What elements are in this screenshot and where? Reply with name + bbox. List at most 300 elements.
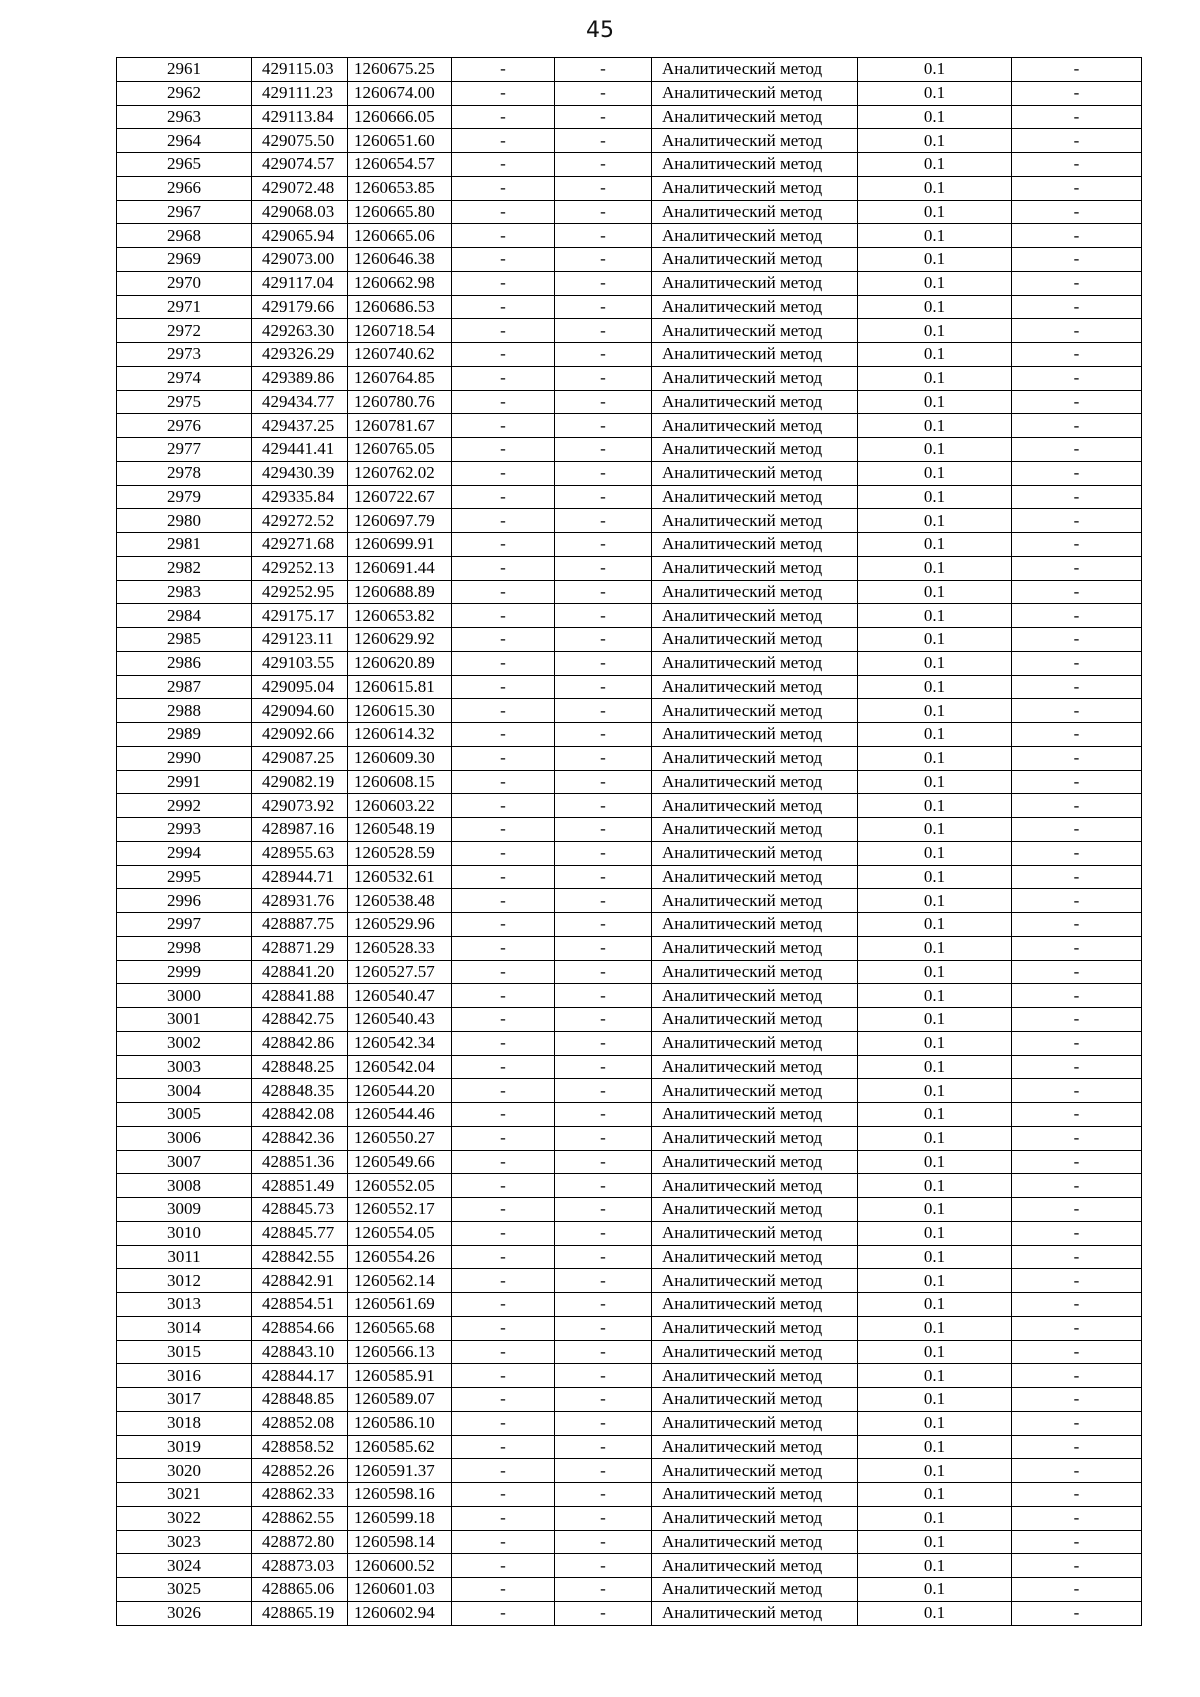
empty-cell-c: - (1012, 604, 1142, 628)
point-number-cell: 3021 (117, 1483, 252, 1507)
empty-cell-b: - (555, 818, 652, 842)
method-cell: Аналитический метод (652, 1269, 858, 1293)
accuracy-cell: 0.1 (858, 1435, 1012, 1459)
accuracy-cell: 0.1 (858, 865, 1012, 889)
accuracy-cell: 0.1 (858, 1506, 1012, 1530)
accuracy-cell: 0.1 (858, 1055, 1012, 1079)
empty-cell-c: - (1012, 1055, 1142, 1079)
method-cell: Аналитический метод (652, 1150, 858, 1174)
y-coordinate-cell: 1260686.53 (348, 295, 452, 319)
accuracy-cell: 0.1 (858, 271, 1012, 295)
empty-cell-b: - (555, 1459, 652, 1483)
empty-cell-a: - (452, 1316, 555, 1340)
table-row (117, 746, 1142, 770)
method-cell: Аналитический метод (652, 1126, 858, 1150)
accuracy-cell: 0.1 (858, 770, 1012, 794)
y-coordinate-cell: 1260566.13 (348, 1340, 452, 1364)
empty-cell-c: - (1012, 818, 1142, 842)
y-coordinate-cell: 1260585.62 (348, 1435, 452, 1459)
y-coordinate-cell: 1260651.60 (348, 129, 452, 153)
point-number-cell: 2983 (117, 580, 252, 604)
table-row (117, 1221, 1142, 1245)
table-body (117, 58, 1142, 1626)
accuracy-cell: 0.1 (858, 224, 1012, 248)
empty-cell-b: - (555, 271, 652, 295)
point-number-cell: 3017 (117, 1388, 252, 1412)
empty-cell-a: - (452, 580, 555, 604)
point-number-cell: 3026 (117, 1601, 252, 1625)
empty-cell-b: - (555, 723, 652, 747)
empty-cell-b: - (555, 461, 652, 485)
empty-cell-c: - (1012, 1126, 1142, 1150)
accuracy-cell: 0.1 (858, 414, 1012, 438)
method-cell: Аналитический метод (652, 1008, 858, 1032)
point-number-cell: 2963 (117, 105, 252, 129)
y-coordinate-cell: 1260740.62 (348, 343, 452, 367)
x-coordinate-cell: 429103.55 (252, 651, 348, 675)
accuracy-cell: 0.1 (858, 1340, 1012, 1364)
empty-cell-c: - (1012, 1150, 1142, 1174)
method-cell: Аналитический метод (652, 438, 858, 462)
empty-cell-b: - (555, 889, 652, 913)
x-coordinate-cell: 429179.66 (252, 295, 348, 319)
empty-cell-c: - (1012, 1174, 1142, 1198)
point-number-cell: 3025 (117, 1578, 252, 1602)
x-coordinate-cell: 429252.95 (252, 580, 348, 604)
accuracy-cell: 0.1 (858, 794, 1012, 818)
y-coordinate-cell: 1260540.47 (348, 984, 452, 1008)
empty-cell-b: - (555, 1530, 652, 1554)
accuracy-cell: 0.1 (858, 841, 1012, 865)
point-number-cell: 2990 (117, 746, 252, 770)
method-cell: Аналитический метод (652, 580, 858, 604)
empty-cell-b: - (555, 913, 652, 937)
method-cell: Аналитический метод (652, 1506, 858, 1530)
empty-cell-b: - (555, 1601, 652, 1625)
y-coordinate-cell: 1260586.10 (348, 1411, 452, 1435)
table-row (117, 224, 1142, 248)
empty-cell-c: - (1012, 200, 1142, 224)
point-number-cell: 2979 (117, 485, 252, 509)
y-coordinate-cell: 1260688.89 (348, 580, 452, 604)
empty-cell-b: - (555, 1483, 652, 1507)
y-coordinate-cell: 1260602.94 (348, 1601, 452, 1625)
y-coordinate-cell: 1260665.80 (348, 200, 452, 224)
method-cell: Аналитический метод (652, 651, 858, 675)
table-row (117, 1245, 1142, 1269)
point-number-cell: 3016 (117, 1364, 252, 1388)
table-row (117, 343, 1142, 367)
table-row (117, 960, 1142, 984)
accuracy-cell: 0.1 (858, 1126, 1012, 1150)
empty-cell-c: - (1012, 295, 1142, 319)
y-coordinate-cell: 1260532.61 (348, 865, 452, 889)
empty-cell-c: - (1012, 1506, 1142, 1530)
empty-cell-c: - (1012, 984, 1142, 1008)
empty-cell-c: - (1012, 1530, 1142, 1554)
table-row (117, 1293, 1142, 1317)
point-number-cell: 2998 (117, 936, 252, 960)
accuracy-cell: 0.1 (858, 1150, 1012, 1174)
table-row (117, 841, 1142, 865)
empty-cell-a: - (452, 438, 555, 462)
accuracy-cell: 0.1 (858, 1601, 1012, 1625)
accuracy-cell: 0.1 (858, 461, 1012, 485)
y-coordinate-cell: 1260781.67 (348, 414, 452, 438)
table-row (117, 58, 1142, 82)
x-coordinate-cell: 428848.35 (252, 1079, 348, 1103)
empty-cell-b: - (555, 1198, 652, 1222)
point-number-cell: 2975 (117, 390, 252, 414)
method-cell: Аналитический метод (652, 960, 858, 984)
empty-cell-a: - (452, 224, 555, 248)
point-number-cell: 2972 (117, 319, 252, 343)
table-row (117, 1055, 1142, 1079)
x-coordinate-cell: 428871.29 (252, 936, 348, 960)
empty-cell-c: - (1012, 319, 1142, 343)
x-coordinate-cell: 429095.04 (252, 675, 348, 699)
empty-cell-c: - (1012, 1198, 1142, 1222)
accuracy-cell: 0.1 (858, 1364, 1012, 1388)
x-coordinate-cell: 429115.03 (252, 58, 348, 82)
x-coordinate-cell: 428842.55 (252, 1245, 348, 1269)
empty-cell-c: - (1012, 461, 1142, 485)
point-number-cell: 2966 (117, 176, 252, 200)
empty-cell-b: - (555, 509, 652, 533)
table-row (117, 818, 1142, 842)
method-cell: Аналитический метод (652, 1411, 858, 1435)
empty-cell-c: - (1012, 1340, 1142, 1364)
table-row (117, 319, 1142, 343)
point-number-cell: 2992 (117, 794, 252, 818)
empty-cell-a: - (452, 1506, 555, 1530)
empty-cell-a: - (452, 319, 555, 343)
x-coordinate-cell: 428845.77 (252, 1221, 348, 1245)
y-coordinate-cell: 1260591.37 (348, 1459, 452, 1483)
empty-cell-c: - (1012, 1388, 1142, 1412)
empty-cell-b: - (555, 81, 652, 105)
method-cell: Аналитический метод (652, 1364, 858, 1388)
point-number-cell: 2985 (117, 628, 252, 652)
empty-cell-c: - (1012, 509, 1142, 533)
method-cell: Аналитический метод (652, 414, 858, 438)
empty-cell-a: - (452, 1388, 555, 1412)
table-row (117, 1411, 1142, 1435)
x-coordinate-cell: 429065.94 (252, 224, 348, 248)
point-number-cell: 3018 (117, 1411, 252, 1435)
x-coordinate-cell: 428851.49 (252, 1174, 348, 1198)
accuracy-cell: 0.1 (858, 1008, 1012, 1032)
table-row (117, 984, 1142, 1008)
y-coordinate-cell: 1260538.48 (348, 889, 452, 913)
y-coordinate-cell: 1260654.57 (348, 153, 452, 177)
empty-cell-a: - (452, 533, 555, 557)
empty-cell-c: - (1012, 1008, 1142, 1032)
empty-cell-b: - (555, 1031, 652, 1055)
table-row (117, 1174, 1142, 1198)
y-coordinate-cell: 1260565.68 (348, 1316, 452, 1340)
empty-cell-a: - (452, 746, 555, 770)
empty-cell-b: - (555, 1578, 652, 1602)
y-coordinate-cell: 1260554.05 (348, 1221, 452, 1245)
y-coordinate-cell: 1260549.66 (348, 1150, 452, 1174)
empty-cell-c: - (1012, 1031, 1142, 1055)
empty-cell-b: - (555, 533, 652, 557)
empty-cell-a: - (452, 153, 555, 177)
point-number-cell: 3015 (117, 1340, 252, 1364)
method-cell: Аналитический метод (652, 461, 858, 485)
empty-cell-c: - (1012, 58, 1142, 82)
y-coordinate-cell: 1260722.67 (348, 485, 452, 509)
point-number-cell: 2970 (117, 271, 252, 295)
x-coordinate-cell: 429252.13 (252, 556, 348, 580)
x-coordinate-cell: 429326.29 (252, 343, 348, 367)
point-number-cell: 2999 (117, 960, 252, 984)
y-coordinate-cell: 1260646.38 (348, 248, 452, 272)
method-cell: Аналитический метод (652, 984, 858, 1008)
y-coordinate-cell: 1260598.16 (348, 1483, 452, 1507)
empty-cell-a: - (452, 1079, 555, 1103)
x-coordinate-cell: 429075.50 (252, 129, 348, 153)
accuracy-cell: 0.1 (858, 176, 1012, 200)
empty-cell-a: - (452, 1578, 555, 1602)
point-number-cell: 2986 (117, 651, 252, 675)
point-number-cell: 2962 (117, 81, 252, 105)
table-row (117, 1388, 1142, 1412)
method-cell: Аналитический метод (652, 485, 858, 509)
empty-cell-b: - (555, 1364, 652, 1388)
empty-cell-a: - (452, 675, 555, 699)
table-row (117, 366, 1142, 390)
empty-cell-b: - (555, 865, 652, 889)
empty-cell-b: - (555, 343, 652, 367)
empty-cell-c: - (1012, 343, 1142, 367)
method-cell: Аналитический метод (652, 746, 858, 770)
accuracy-cell: 0.1 (858, 580, 1012, 604)
empty-cell-b: - (555, 1269, 652, 1293)
accuracy-cell: 0.1 (858, 913, 1012, 937)
empty-cell-a: - (452, 1601, 555, 1625)
y-coordinate-cell: 1260675.25 (348, 58, 452, 82)
table-row (117, 1530, 1142, 1554)
method-cell: Аналитический метод (652, 794, 858, 818)
empty-cell-c: - (1012, 960, 1142, 984)
y-coordinate-cell: 1260662.98 (348, 271, 452, 295)
empty-cell-a: - (452, 628, 555, 652)
x-coordinate-cell: 429074.57 (252, 153, 348, 177)
accuracy-cell: 0.1 (858, 1530, 1012, 1554)
x-coordinate-cell: 428944.71 (252, 865, 348, 889)
point-number-cell: 3024 (117, 1554, 252, 1578)
accuracy-cell: 0.1 (858, 153, 1012, 177)
point-number-cell: 3011 (117, 1245, 252, 1269)
accuracy-cell: 0.1 (858, 675, 1012, 699)
accuracy-cell: 0.1 (858, 556, 1012, 580)
empty-cell-b: - (555, 1079, 652, 1103)
empty-cell-a: - (452, 176, 555, 200)
empty-cell-c: - (1012, 1103, 1142, 1127)
accuracy-cell: 0.1 (858, 984, 1012, 1008)
y-coordinate-cell: 1260762.02 (348, 461, 452, 485)
empty-cell-c: - (1012, 580, 1142, 604)
table-row (117, 81, 1142, 105)
method-cell: Аналитический метод (652, 1245, 858, 1269)
empty-cell-b: - (555, 248, 652, 272)
empty-cell-c: - (1012, 533, 1142, 557)
y-coordinate-cell: 1260548.19 (348, 818, 452, 842)
empty-cell-b: - (555, 1388, 652, 1412)
empty-cell-a: - (452, 1554, 555, 1578)
y-coordinate-cell: 1260765.05 (348, 438, 452, 462)
table-row (117, 1031, 1142, 1055)
accuracy-cell: 0.1 (858, 129, 1012, 153)
empty-cell-b: - (555, 1150, 652, 1174)
empty-cell-c: - (1012, 841, 1142, 865)
empty-cell-a: - (452, 366, 555, 390)
accuracy-cell: 0.1 (858, 1411, 1012, 1435)
x-coordinate-cell: 428852.08 (252, 1411, 348, 1435)
empty-cell-a: - (452, 1340, 555, 1364)
x-coordinate-cell: 428854.66 (252, 1316, 348, 1340)
empty-cell-b: - (555, 1506, 652, 1530)
table-row (117, 153, 1142, 177)
table-row (117, 1435, 1142, 1459)
method-cell: Аналитический метод (652, 628, 858, 652)
empty-cell-c: - (1012, 485, 1142, 509)
y-coordinate-cell: 1260542.34 (348, 1031, 452, 1055)
x-coordinate-cell: 428842.08 (252, 1103, 348, 1127)
empty-cell-c: - (1012, 81, 1142, 105)
empty-cell-a: - (452, 1245, 555, 1269)
empty-cell-a: - (452, 984, 555, 1008)
accuracy-cell: 0.1 (858, 1269, 1012, 1293)
empty-cell-b: - (555, 960, 652, 984)
accuracy-cell: 0.1 (858, 960, 1012, 984)
empty-cell-c: - (1012, 1221, 1142, 1245)
empty-cell-a: - (452, 865, 555, 889)
accuracy-cell: 0.1 (858, 746, 1012, 770)
x-coordinate-cell: 428955.63 (252, 841, 348, 865)
empty-cell-a: - (452, 1435, 555, 1459)
point-number-cell: 2977 (117, 438, 252, 462)
empty-cell-c: - (1012, 794, 1142, 818)
point-number-cell: 2973 (117, 343, 252, 367)
point-number-cell: 3014 (117, 1316, 252, 1340)
empty-cell-a: - (452, 889, 555, 913)
table-row (117, 604, 1142, 628)
empty-cell-a: - (452, 200, 555, 224)
empty-cell-a: - (452, 770, 555, 794)
y-coordinate-cell: 1260527.57 (348, 960, 452, 984)
empty-cell-b: - (555, 319, 652, 343)
method-cell: Аналитический метод (652, 1530, 858, 1554)
table-row (117, 1103, 1142, 1127)
y-coordinate-cell: 1260540.43 (348, 1008, 452, 1032)
empty-cell-c: - (1012, 153, 1142, 177)
x-coordinate-cell: 428931.76 (252, 889, 348, 913)
empty-cell-b: - (555, 1340, 652, 1364)
x-coordinate-cell: 428844.17 (252, 1364, 348, 1388)
empty-cell-a: - (452, 723, 555, 747)
point-number-cell: 3000 (117, 984, 252, 1008)
empty-cell-b: - (555, 628, 652, 652)
accuracy-cell: 0.1 (858, 1031, 1012, 1055)
empty-cell-c: - (1012, 628, 1142, 652)
empty-cell-b: - (555, 485, 652, 509)
empty-cell-c: - (1012, 865, 1142, 889)
table-row (117, 1079, 1142, 1103)
table-row (117, 889, 1142, 913)
empty-cell-c: - (1012, 1293, 1142, 1317)
empty-cell-a: - (452, 1055, 555, 1079)
accuracy-cell: 0.1 (858, 628, 1012, 652)
y-coordinate-cell: 1260718.54 (348, 319, 452, 343)
x-coordinate-cell: 428843.10 (252, 1340, 348, 1364)
empty-cell-b: - (555, 1103, 652, 1127)
table-row (117, 1126, 1142, 1150)
empty-cell-b: - (555, 746, 652, 770)
y-coordinate-cell: 1260653.82 (348, 604, 452, 628)
accuracy-cell: 0.1 (858, 651, 1012, 675)
table-row (117, 390, 1142, 414)
empty-cell-a: - (452, 1198, 555, 1222)
table-row (117, 628, 1142, 652)
empty-cell-a: - (452, 1150, 555, 1174)
x-coordinate-cell: 428842.86 (252, 1031, 348, 1055)
empty-cell-a: - (452, 1103, 555, 1127)
table-row (117, 461, 1142, 485)
accuracy-cell: 0.1 (858, 485, 1012, 509)
y-coordinate-cell: 1260629.92 (348, 628, 452, 652)
accuracy-cell: 0.1 (858, 723, 1012, 747)
y-coordinate-cell: 1260550.27 (348, 1126, 452, 1150)
table-row (117, 1150, 1142, 1174)
method-cell: Аналитический метод (652, 176, 858, 200)
accuracy-cell: 0.1 (858, 81, 1012, 105)
table-row (117, 1554, 1142, 1578)
x-coordinate-cell: 428841.20 (252, 960, 348, 984)
accuracy-cell: 0.1 (858, 1245, 1012, 1269)
empty-cell-a: - (452, 1221, 555, 1245)
accuracy-cell: 0.1 (858, 58, 1012, 82)
accuracy-cell: 0.1 (858, 200, 1012, 224)
method-cell: Аналитический метод (652, 1316, 858, 1340)
table-row (117, 1198, 1142, 1222)
empty-cell-a: - (452, 1293, 555, 1317)
empty-cell-a: - (452, 461, 555, 485)
accuracy-cell: 0.1 (858, 1459, 1012, 1483)
y-coordinate-cell: 1260554.26 (348, 1245, 452, 1269)
table-row (117, 1601, 1142, 1625)
table-row (117, 1340, 1142, 1364)
empty-cell-a: - (452, 390, 555, 414)
empty-cell-c: - (1012, 1578, 1142, 1602)
x-coordinate-cell: 429073.00 (252, 248, 348, 272)
x-coordinate-cell: 429068.03 (252, 200, 348, 224)
accuracy-cell: 0.1 (858, 1388, 1012, 1412)
table-row (117, 1506, 1142, 1530)
empty-cell-c: - (1012, 889, 1142, 913)
point-number-cell: 2989 (117, 723, 252, 747)
empty-cell-c: - (1012, 556, 1142, 580)
point-number-cell: 3006 (117, 1126, 252, 1150)
point-number-cell: 2967 (117, 200, 252, 224)
empty-cell-a: - (452, 604, 555, 628)
empty-cell-c: - (1012, 675, 1142, 699)
x-coordinate-cell: 429434.77 (252, 390, 348, 414)
y-coordinate-cell: 1260615.81 (348, 675, 452, 699)
point-number-cell: 3002 (117, 1031, 252, 1055)
